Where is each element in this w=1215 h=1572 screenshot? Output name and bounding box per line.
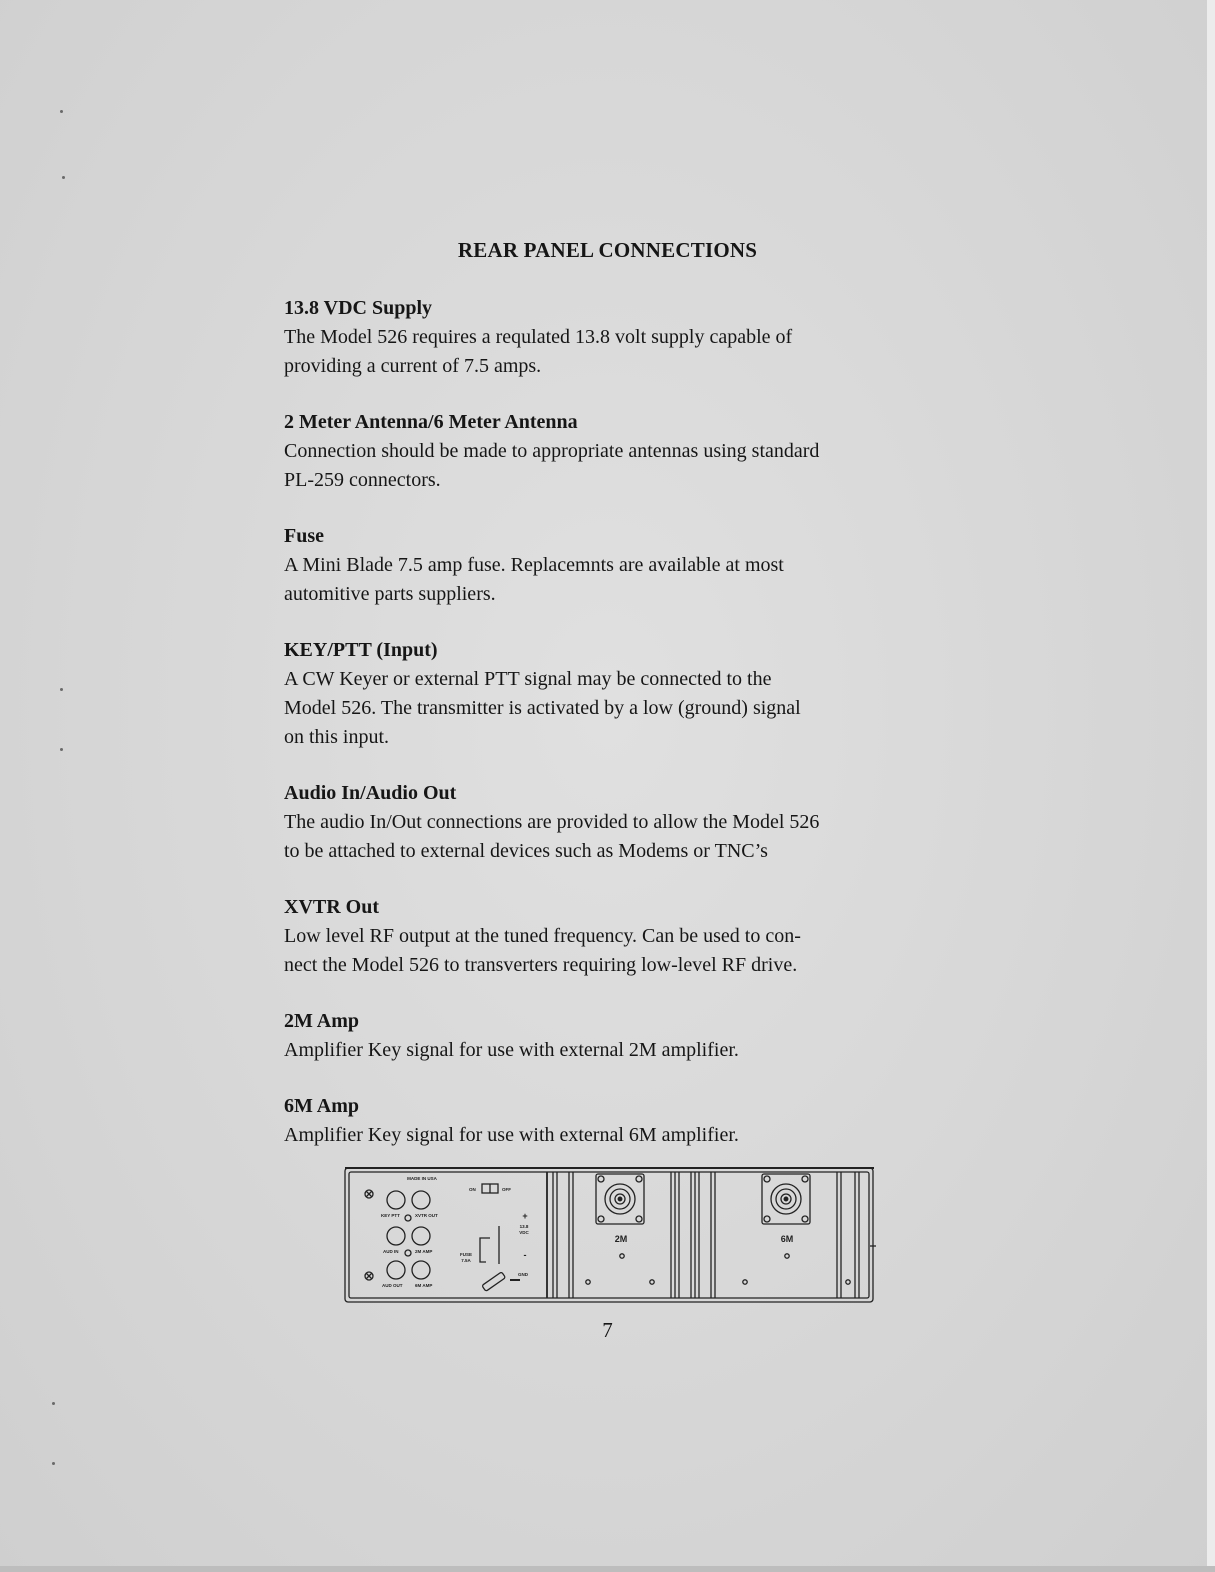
minus-terminal-label: - bbox=[523, 1250, 527, 1260]
antenna-2m-connector bbox=[596, 1174, 644, 1224]
audio-out-jack bbox=[387, 1261, 405, 1279]
small-screw-icon bbox=[405, 1215, 411, 1221]
amp-2m-label: 2M AMP bbox=[415, 1249, 433, 1254]
text-line: The audio In/Out connections are provided to allow the Model 526 bbox=[284, 811, 820, 833]
panel-hole bbox=[620, 1254, 624, 1258]
text-line: A CW Keyer or external PTT signal may be connected to the bbox=[284, 668, 772, 690]
switch-off-label: OFF bbox=[502, 1187, 511, 1192]
connections-list bbox=[284, 294, 944, 1177]
section-key-ptt bbox=[284, 636, 944, 752]
ground-label: GND bbox=[518, 1272, 528, 1277]
section-supply bbox=[284, 294, 944, 381]
fuse-holder bbox=[480, 1238, 490, 1262]
scan-speck bbox=[62, 176, 65, 179]
section-fuse bbox=[284, 522, 944, 609]
origin-label: MADE IN USA bbox=[407, 1176, 437, 1181]
section-heading: Audio In/Audio Out bbox=[284, 782, 457, 804]
text-line: nect the Model 526 to transverters requiring low-level RF drive. bbox=[284, 954, 798, 976]
text-line: providing a current of 7.5 amps. bbox=[284, 355, 542, 377]
section-text bbox=[284, 922, 944, 980]
section-text bbox=[284, 437, 944, 495]
section-6m-amp bbox=[284, 1092, 944, 1150]
section-text bbox=[284, 1121, 944, 1150]
section-text bbox=[284, 551, 944, 609]
text-line: Model 526. The transmitter is activated by a low (ground) signal bbox=[284, 697, 801, 719]
section-text bbox=[284, 323, 944, 381]
text-line: The Model 526 requires a requlated 13.8 volt supply capable of bbox=[284, 326, 793, 348]
text-line: PL-259 connectors. bbox=[284, 469, 441, 491]
page-number: 7 bbox=[602, 1318, 613, 1342]
section-heading: 6M Amp bbox=[284, 1095, 359, 1117]
section-heading: 2 Meter Antenna/6 Meter Antenna bbox=[284, 411, 578, 433]
amp-6m-jack bbox=[412, 1261, 430, 1279]
switch-on-label: ON bbox=[469, 1187, 476, 1192]
text-line: Low level RF output at the tuned frequency. Can be used to con- bbox=[284, 925, 801, 947]
antenna-2m-label: 2M bbox=[614, 1234, 628, 1244]
rear-panel-diagram bbox=[344, 1166, 876, 1304]
panel-hole bbox=[846, 1280, 850, 1284]
section-heading: Fuse bbox=[284, 525, 324, 547]
section-heading: 13.8 VDC Supply bbox=[284, 297, 433, 319]
key-ptt-jack bbox=[387, 1191, 405, 1209]
text-line: Connection should be made to appropriate antennas using standard bbox=[284, 440, 820, 462]
scan-speck bbox=[60, 748, 63, 751]
panel-hole bbox=[743, 1280, 747, 1284]
section-audio bbox=[284, 779, 944, 866]
section-heading: KEY/PTT (Input) bbox=[284, 639, 438, 661]
power-plug-icon bbox=[482, 1272, 506, 1291]
section-text bbox=[284, 665, 944, 752]
text-line: on this input. bbox=[284, 726, 390, 748]
amp-2m-jack bbox=[412, 1227, 430, 1245]
scan-speck bbox=[52, 1402, 55, 1405]
text-line: Amplifier Key signal for use with external 6M amplifier. bbox=[284, 1124, 739, 1146]
xvtr-out-jack bbox=[412, 1191, 430, 1209]
section-text bbox=[284, 1036, 944, 1065]
text-line: Amplifier Key signal for use with external 2M amplifier. bbox=[284, 1039, 739, 1061]
text-line: to be attached to external devices such as Modems or TNC’s bbox=[284, 840, 768, 862]
supply-unit-label: VDC bbox=[519, 1230, 529, 1235]
section-heading: 2M Amp bbox=[284, 1010, 359, 1032]
audio-in-jack bbox=[387, 1227, 405, 1245]
audio-in-label: AUD IN bbox=[383, 1249, 399, 1254]
panel-hole bbox=[785, 1254, 789, 1258]
scan-speck bbox=[60, 110, 63, 113]
section-heading: XVTR Out bbox=[284, 896, 380, 918]
small-screw-icon bbox=[405, 1250, 411, 1256]
page-title: REAR PANEL CONNECTIONS bbox=[457, 238, 758, 262]
panel-hole bbox=[586, 1280, 590, 1284]
scan-edge-bottom bbox=[0, 1566, 1215, 1572]
antenna-6m-label: 6M bbox=[780, 1234, 794, 1244]
fuse-label: FUSE bbox=[459, 1252, 473, 1257]
section-antenna bbox=[284, 408, 944, 495]
text-line: A Mini Blade 7.5 amp fuse. Replacemnts are available at most bbox=[284, 554, 784, 576]
text-line: automitive parts suppliers. bbox=[284, 583, 496, 605]
screw-icon bbox=[365, 1190, 373, 1198]
section-2m-amp bbox=[284, 1007, 944, 1065]
scan-speck bbox=[52, 1462, 55, 1465]
section-text bbox=[284, 808, 944, 866]
scan-speck bbox=[60, 688, 63, 691]
xvtr-out-label: XVTR OUT bbox=[415, 1213, 438, 1218]
key-ptt-label: KEY PTT bbox=[381, 1213, 400, 1218]
amp-6m-label: 6M AMP bbox=[415, 1283, 433, 1288]
section-xvtr bbox=[284, 893, 944, 980]
audio-out-label: AUD OUT bbox=[382, 1283, 403, 1288]
fuse-rating-label: 7.5A bbox=[461, 1258, 471, 1263]
screw-icon bbox=[365, 1272, 373, 1280]
supply-voltage-label: 13.8 bbox=[519, 1224, 529, 1229]
plus-terminal-label: + bbox=[522, 1211, 528, 1221]
antenna-6m-connector bbox=[762, 1174, 810, 1224]
panel-hole bbox=[650, 1280, 654, 1284]
